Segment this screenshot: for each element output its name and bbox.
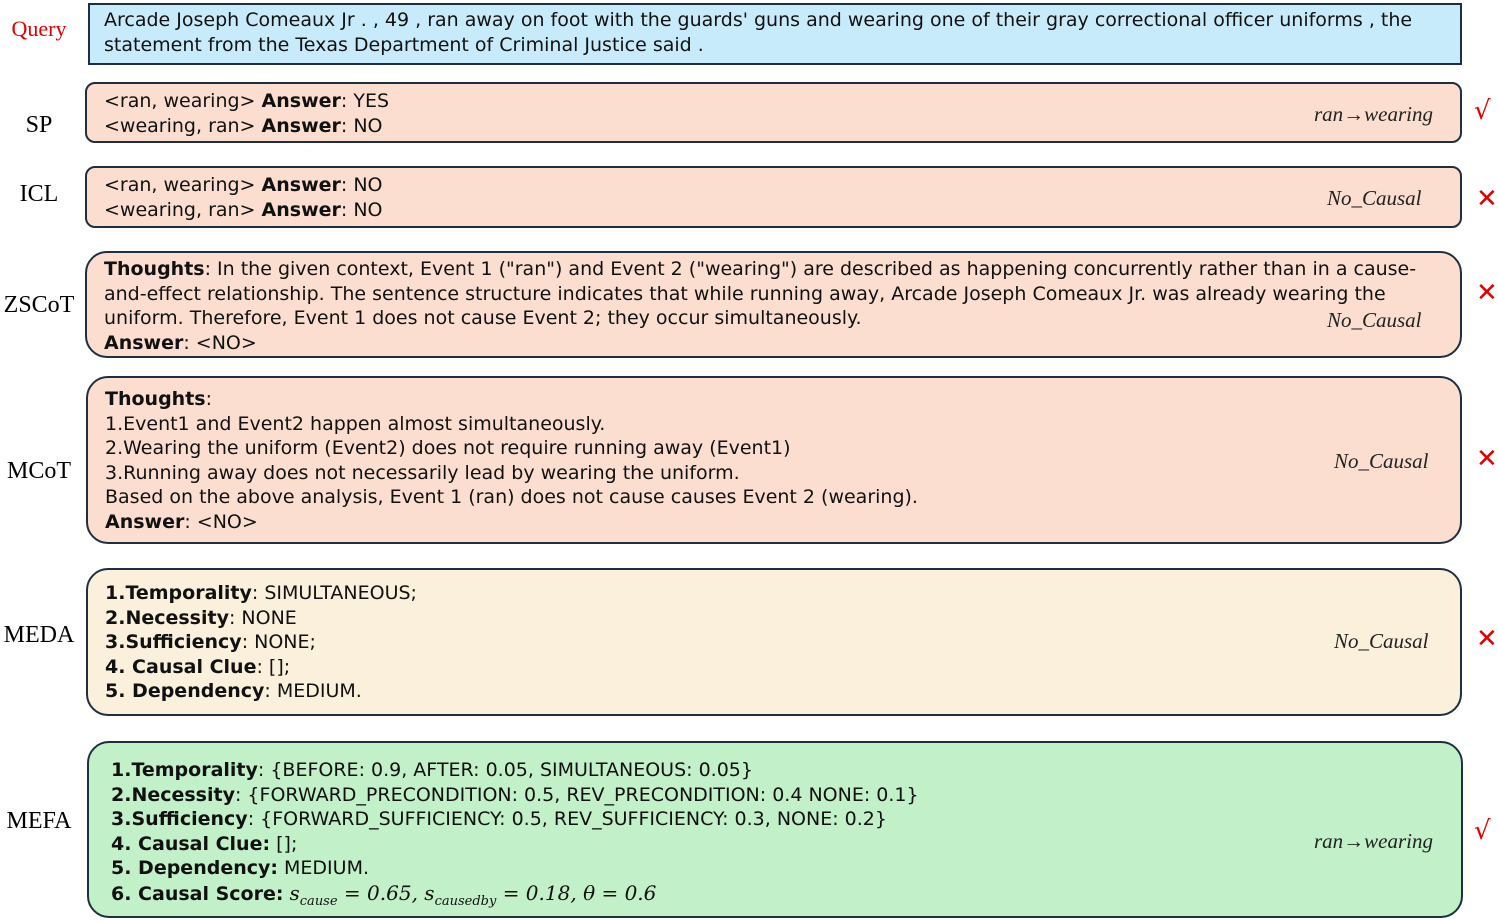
mcot-verdict: No_Causal (1334, 449, 1429, 473)
sp-box (85, 82, 1462, 143)
mcot-line-6: Answer: <NO> (105, 510, 258, 533)
sp-correct-icon: √ (1474, 96, 1491, 126)
sp-line-2: <wearing, ran> Answer: NO (104, 114, 383, 137)
mcot-line-2: 1.Event1 and Event2 happen almost simultaneously. (105, 412, 606, 435)
zscot-box (85, 251, 1462, 358)
method-label-sp: SP (25, 112, 53, 138)
mcot-box (86, 376, 1462, 544)
zscot-line-2: and-effect relationship. The sentence structure indicates that while running away, Arcade Joseph Comeaux Jr. was already wearing the (104, 282, 1386, 305)
query-label: Query (11, 16, 67, 41)
causal-score-formula: $s_{cause} = 0.65$, $s_{causedby} = 0.18$, θ = 0.6 (289, 880, 657, 909)
icl-box (85, 166, 1462, 228)
mcot-line-3: 2.Wearing the uniform (Event2) does not require running away (Event1) (105, 437, 791, 459)
sp-line-1: <ran, wearing> Answer: YES (104, 90, 390, 112)
meda-box (86, 568, 1462, 716)
mefa-box (87, 741, 1463, 918)
sp-verdict: ran→wearing (1314, 102, 1434, 126)
meda-wrong-icon: ✕ (1476, 624, 1498, 654)
meda-line-1: 1.Temporality: SIMULTANEOUS; (105, 582, 417, 604)
meda-line-5: 5. Dependency: MEDIUM. (105, 680, 362, 702)
zscot-line-4: Answer: <NO> (104, 331, 257, 354)
method-label-zscot: ZSCoT (3, 292, 75, 318)
mefa-line-6: 6. Causal Score: $s_{cause} = 0.65$, $s_{causedby} = 0.18$, θ = 0.6 (111, 880, 657, 909)
query-text: Arcade Joseph Comeaux Jr . , 49 , ran away on foot with the guards' guns and wearing one of their gray correctional officer uniforms , the statement from the Texas Department of Criminal Justice said . (104, 9, 1413, 56)
mefa-line-1: 1.Temporality: {BEFORE: 0.9, AFTER: 0.05, SIMULTANEOUS: 0.05} (111, 759, 753, 781)
method-label-meda: MEDA (3, 622, 75, 648)
icl-verdict: No_Causal (1327, 186, 1422, 210)
zscot-line-3: uniform. Therefore, Event 1 does not cause Event 2; they occur simultaneously. (104, 307, 862, 329)
mefa-line-3: 3.Sufficiency: {FORWARD_SUFFICIENCY: 0.5, REV_SUFFICIENCY: 0.3, NONE: 0.2} (111, 808, 887, 830)
meda-line-2: 2.Necessity: NONE (105, 606, 297, 629)
mefa-line-2: 2.Necessity: {FORWARD_PRECONDITION: 0.5, REV_PRECONDITION: 0.4 NONE: 0.1} (111, 783, 919, 806)
mcot-line-1: Thoughts: (105, 388, 212, 410)
meda-line-4: 4. Causal Clue: []; (105, 655, 291, 678)
mefa-line-4: 4. Causal Clue: []; (111, 832, 298, 855)
mefa-line-5: 5. Dependency: MEDIUM. (111, 857, 369, 879)
method-label-mcot: MCoT (6, 458, 71, 484)
mefa-verdict: ran→wearing (1314, 829, 1434, 853)
mefa-correct-icon: √ (1474, 816, 1491, 846)
zscot-wrong-icon: ✕ (1476, 278, 1498, 308)
zscot-line-1: Thoughts: In the given context, Event 1 ("ran") and Event 2 ("wearing") are described as happening concurrently rather than in a cause- (104, 258, 1417, 280)
icl-wrong-icon: ✕ (1476, 184, 1498, 214)
meda-line-3: 3.Sufficiency: NONE; (105, 631, 316, 653)
zscot-verdict: No_Causal (1327, 308, 1422, 332)
mcot-line-5: Based on the above analysis, Event 1 (ran) does not cause causes Event 2 (wearing). (105, 486, 918, 508)
method-label-mefa: MEFA (6, 808, 72, 834)
mcot-line-4: 3.Running away does not necessarily lead by wearing the uniform. (105, 461, 740, 484)
mcot-wrong-icon: ✕ (1476, 444, 1498, 474)
query-box (88, 3, 1462, 65)
method-label-icl: ICL (19, 181, 59, 207)
icl-line-2: <wearing, ran> Answer: NO (104, 198, 383, 221)
icl-line-1: <ran, wearing> Answer: NO (104, 174, 383, 196)
meda-verdict: No_Causal (1334, 629, 1429, 653)
